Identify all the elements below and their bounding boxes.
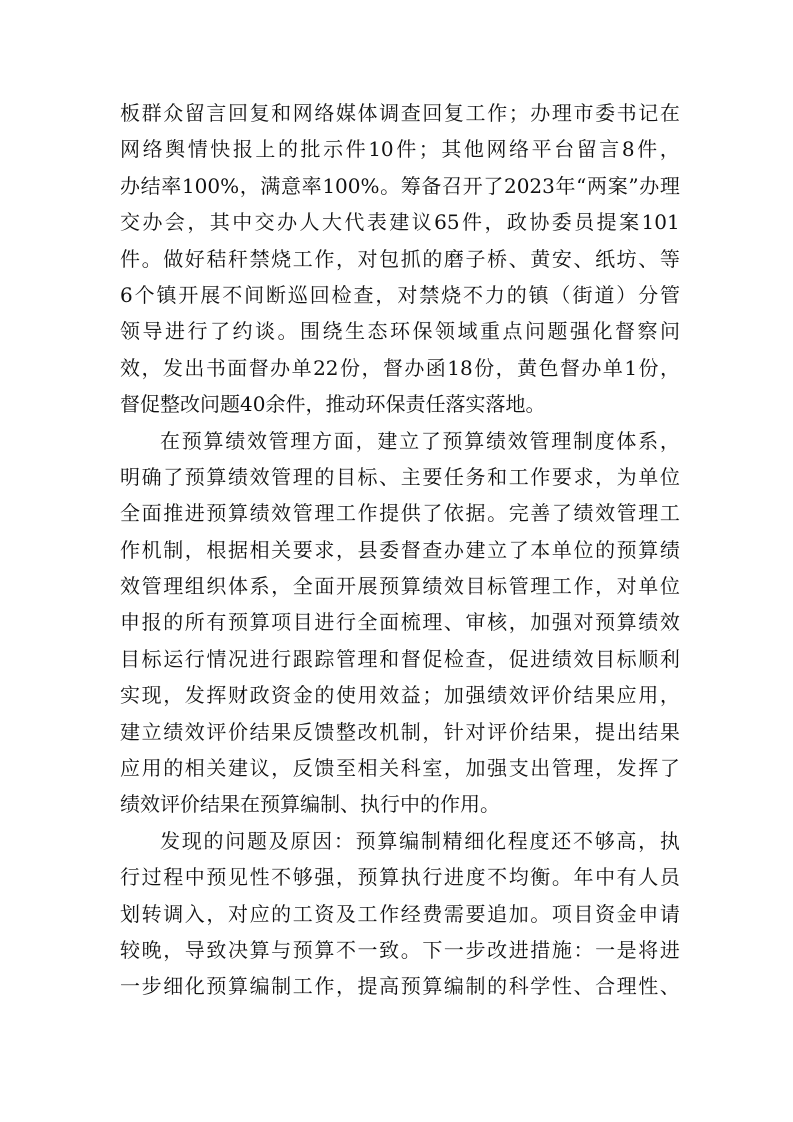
text-line: 目 标 运 行 情 况 进 行 跟 踪 管 理 和 督 促 检 查 ， 促 进 绩 效 目 标 顺 利 [120,646,680,671]
text-line: 交 办 会 ， 其 中 交 办 人 大 代 表 建 议 65 件 ， 政 协 委 员 提 案 101 [120,210,680,235]
text-line: 在 预 算 绩 效 管 理 方 面 ， 建 立 了 预 算 绩 效 管 理 制 度 体 系 ， [160,428,680,453]
text-line: 6 个 镇 开 展 不 间 断 巡 回 检 查 ， 对 禁 烧 不 力 的 镇 （ 街 道 ） 分 管 [120,282,680,307]
body-text [120,95,680,1005]
text-line: 发 现 的 问 题 及 原 因 ： 预 算 编 制 精 细 化 程 度 还 不 够 高 ， 执 [160,828,680,853]
text-line: 较 晚 ， 导 致 决 算 与 预 算 不 一 致 。 下 一 步 改 进 措 施 ： 一 是 将 进 [120,937,680,962]
text-line: 绩效评价结果在预算编制、执行中的作用。 [120,792,500,817]
text-line: 明 确 了 预 算 绩 效 管 理 的 目 标 、 主 要 任 务 和 工 作 要 求 ， 为 单 位 [120,464,680,489]
text-line: 作 机 制 ， 根 据 相 关 要 求 ， 县 委 督 查 办 建 立 了 本 单 位 的 预 算 绩 [120,537,680,562]
text-line: 建 立 绩 效 评 价 结 果 反 馈 整 改 机 制 ， 针 对 评 价 结 果 ， 提 出 结 果 [120,719,680,744]
text-line: 划 转 调 入 ， 对 应 的 工 资 及 工 作 经 费 需 要 追 加 。 项 目 资 金 申 请 [120,901,680,926]
text-line: 件 。 做 好 秸 秆 禁 烧 工 作 ， 对 包 抓 的 磨 子 桥 、 黄 安 、 纸 坊 、 等 [120,246,680,271]
text-line: 板 群 众 留 言 回 复 和 网 络 媒 体 调 查 回 复 工 作 ； 办 理 市 委 书 记 在 [120,101,680,125]
text-line: 全 面 推 进 预 算 绩 效 管 理 工 作 提 供 了 依 据 。 完 善 了 绩 效 管 理 工 [120,501,680,526]
text-line: 办 结 率 100% ， 满 意 率 100% 。 筹 备 召 开 了 2023 年 “ 两 案 ” 办 理 [120,173,680,198]
text-line: 领 导 进 行 了 约 谈 。 围 绕 生 态 环 保 领 域 重 点 问 题 强 化 督 察 问 [120,319,680,344]
text-line: 效 管 理 组 织 体 系 ， 全 面 开 展 预 算 绩 效 目 标 管 理 工 作 ， 对 单 位 [120,574,680,599]
text-line: 行 过 程 中 预 见 性 不 够 强 ， 预 算 执 行 进 度 不 均 衡 。 年 中 有 人 员 [120,865,680,890]
text-line: 效 ， 发 出 书 面 督 办 单 22 份 ， 督 办 函 18 份 ， 黄 色 督 办 单 1 份 ， [120,355,680,380]
text-line: 督促整改问题40余件，推动环保责任落实落地。 [120,392,546,417]
text-line: 应 用 的 相 关 建 议 ， 反 馈 至 相 关 科 室 ， 加 强 支 出 管 理 ， 发 挥 了 [120,756,680,781]
text-line: 申 报 的 所 有 预 算 项 目 进 行 全 面 梳 理 、 审 核 ， 加 强 对 预 算 绩 效 [120,610,680,635]
text-line: 一 步 细 化 预 算 编 制 工 作 ， 提 高 预 算 编 制 的 科 学 性 、 合 理 性 、 [120,974,680,999]
text-line: 实 现 ， 发 挥 财 政 资 金 的 使 用 效 益 ； 加 强 绩 效 评 价 结 果 应 用 ， [120,683,680,708]
text-line: 网 络 舆 情 快 报 上 的 批 示 件 10 件 ； 其 他 网 络 平 台 留 言 8 件 ， [120,137,680,162]
